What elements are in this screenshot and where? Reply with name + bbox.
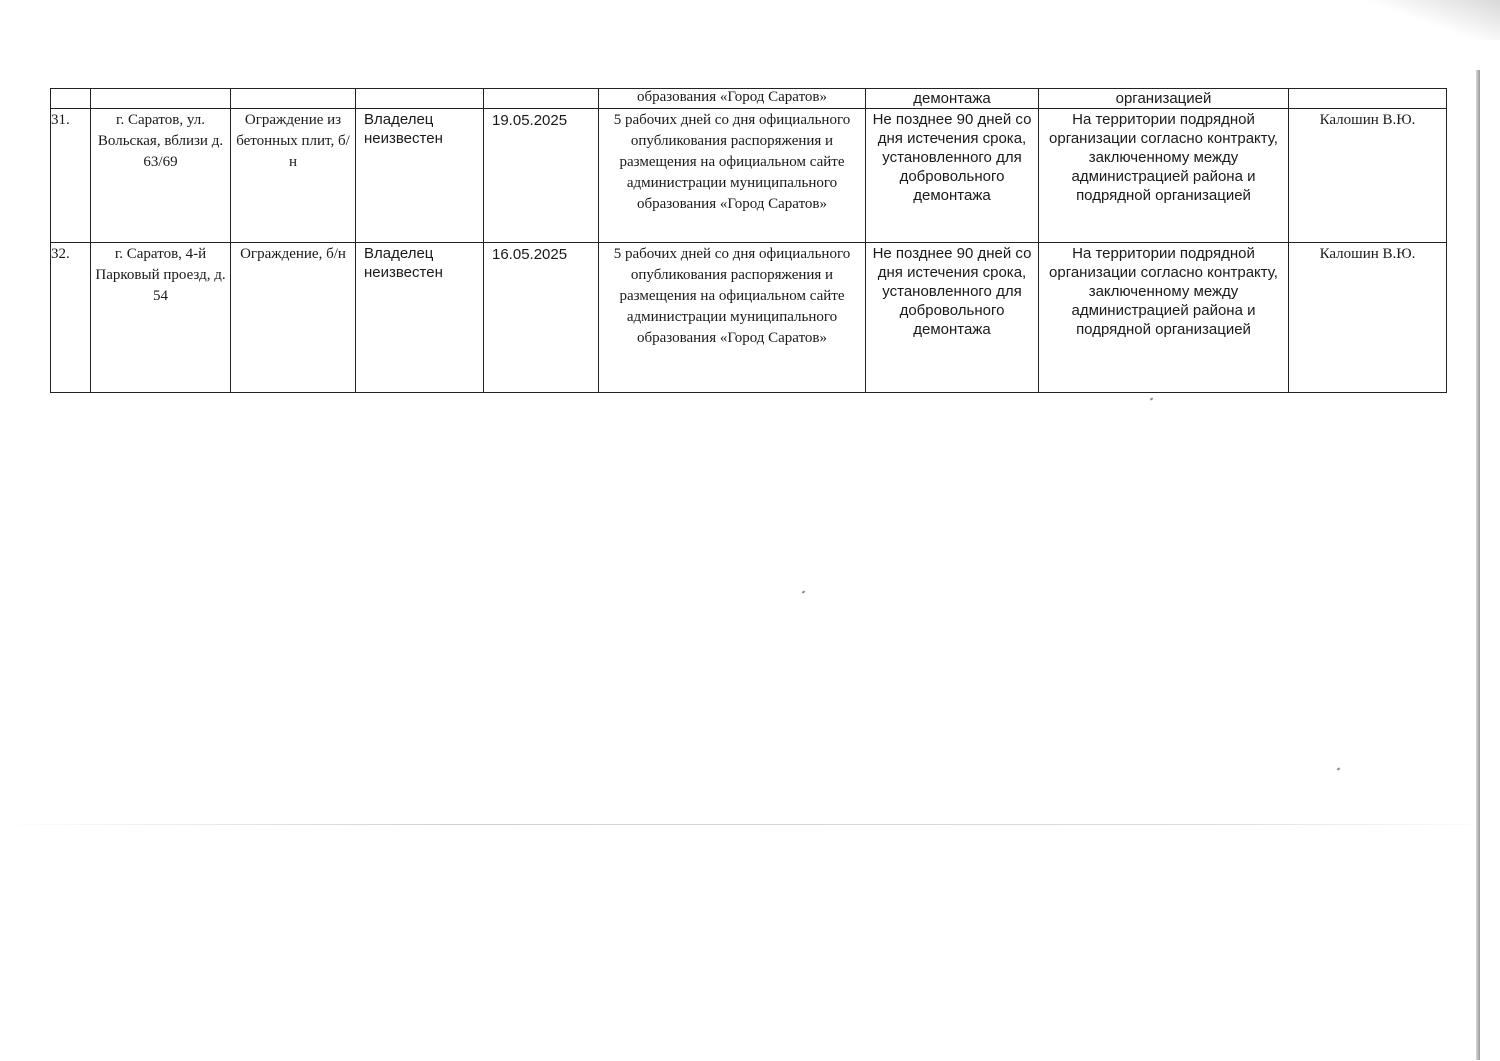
scan-speck [802,590,806,593]
row-storage: На территории подрядной организации согласно контракту, заключенному между администрацией района и подрядной организацией [1039,243,1289,393]
table-cell-storage: организацией [1039,89,1289,109]
row-address: г. Саратов, ул. Вольская, вблизи д. 63/69 [91,109,231,243]
row-removal-term: Не позднее 90 дней со дня истечения срока, установленного для добровольного демонтажа [866,243,1039,393]
table-cell-removal-term: демонтажа [866,89,1039,109]
row-object: Ограждение из бетонных плит, б/н [231,109,356,243]
row-responsible: Калошин В.Ю. [1289,243,1447,393]
row-date: 16.05.2025 [484,243,599,393]
table-cell [484,89,599,109]
table-cell [1289,89,1447,109]
row-storage: На территории подрядной организации согласно контракту, заключенному между администрацией района и подрядной организацией [1039,109,1289,243]
row-owner: Владелец неизвестен [356,243,484,393]
scan-speck [1337,767,1341,770]
scan-corner-fold [1360,0,1500,40]
row-term: 5 рабочих дней со дня официального опубликования распоряжения и размещения на официальном сайте администрации муниципального образования «Город Саратов» [599,109,866,243]
table-cell [231,89,356,109]
row-term: 5 рабочих дней со дня официального опубликования распоряжения и размещения на официальном сайте администрации муниципального образования «Город Саратов» [599,243,866,393]
row-number: 32. [51,243,91,393]
row-date: 19.05.2025 [484,109,599,243]
table-row [51,243,1447,393]
scan-edge-shadow [1476,70,1480,1060]
row-address: г. Саратов, 4-й Парковый проезд, д. 54 [91,243,231,393]
row-responsible: Калошин В.Ю. [1289,109,1447,243]
table-cell [356,89,484,109]
table-cell [91,89,231,109]
scan-speck [1150,397,1154,400]
row-removal-term: Не позднее 90 дней со дня истечения срока, установленного для добровольного демонтажа [866,109,1039,243]
row-owner: Владелец неизвестен [356,109,484,243]
row-object: Ограждение, б/н [231,243,356,393]
table-cell-term: образования «Город Саратов» [599,89,866,109]
registry-table [50,88,1447,393]
row-number: 31. [51,109,91,243]
table-row-continued [51,89,1447,109]
table-cell [51,89,91,109]
table-row [51,109,1447,243]
scan-fold-line [0,824,1500,825]
